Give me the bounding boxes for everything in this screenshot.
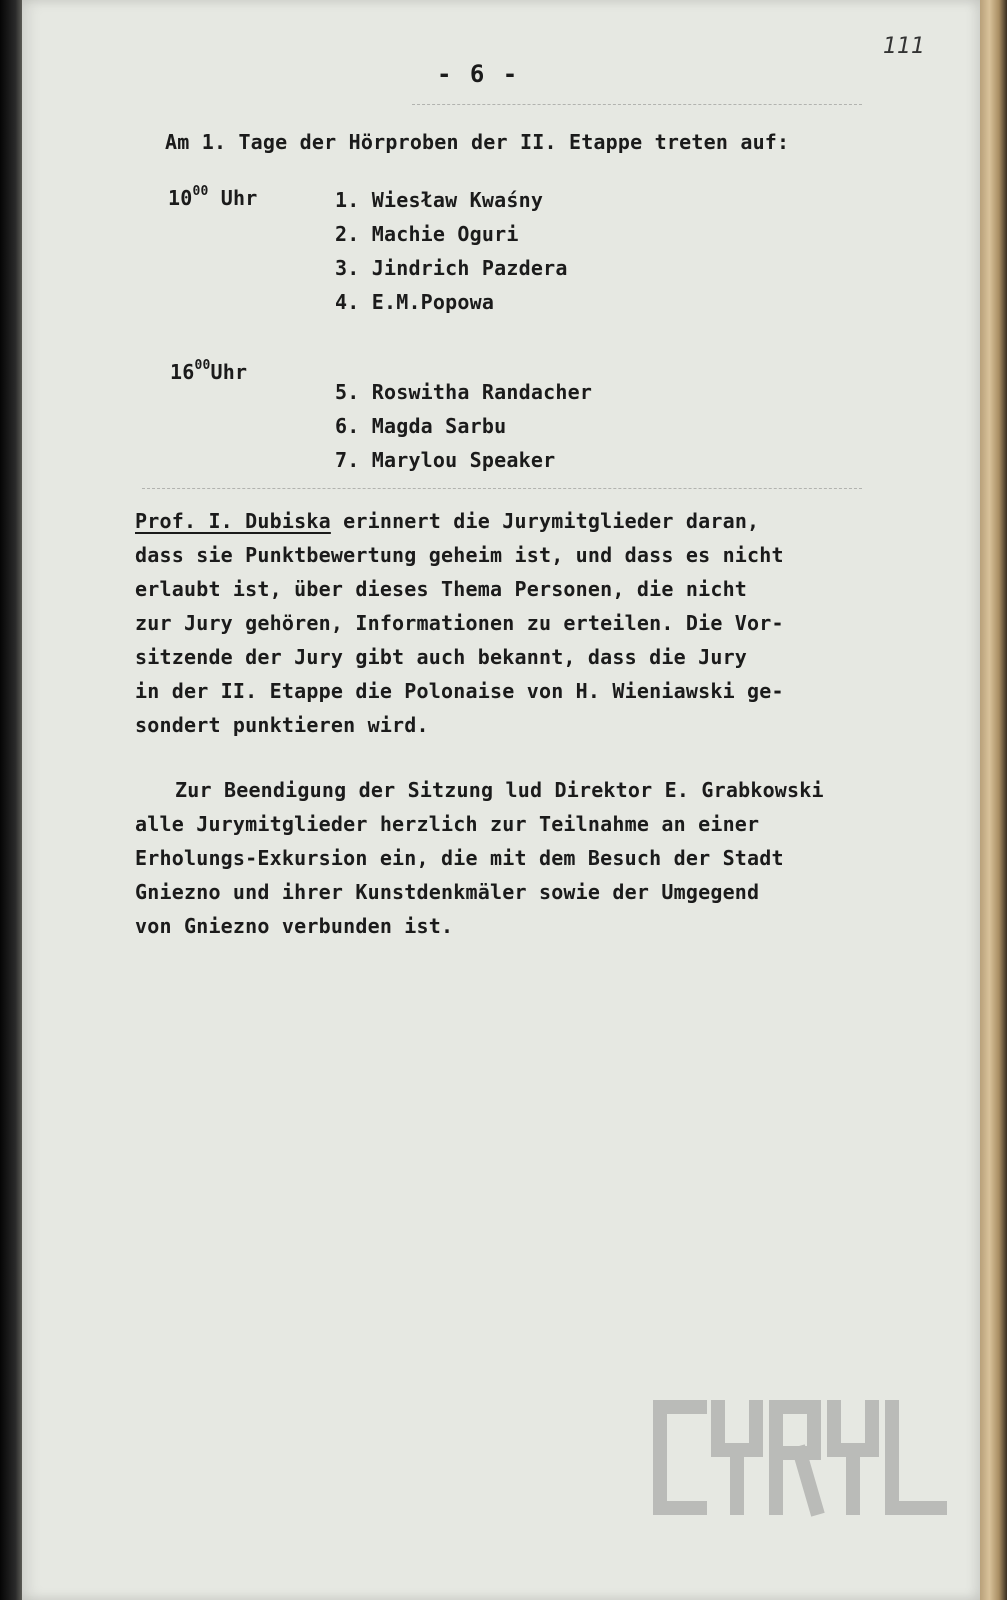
cyryl-watermark-logo [650, 1395, 950, 1520]
performer-item: 2. Machie Oguri [335, 222, 519, 246]
page-number: - 6 - [437, 60, 520, 88]
dashed-rule [142, 488, 862, 489]
time-minutes: 00 [194, 358, 211, 374]
paragraph-line: Erholungs-Exkursion ein, die mit dem Besuch der Stadt [135, 846, 784, 870]
performer-item: 7. Marylou Speaker [335, 448, 556, 472]
intro-line: Am 1. Tage der Hörproben der II. Etappe treten auf: [165, 130, 790, 154]
paragraph-line: Zur Beendigung der Sitzung lud Direktor E. Grabkowski [175, 778, 824, 802]
paragraph-line: alle Jurymitglieder herzlich zur Teilnahme an einer [135, 812, 760, 836]
performer-item: 6. Magda Sarbu [335, 414, 507, 438]
speaker-name: Prof. I. Dubiska [135, 509, 331, 533]
paragraph-line: erlaubt ist, über dieses Thema Personen, die nicht [135, 577, 748, 601]
paragraph-text: erinnert die Jurymitglieder daran, [330, 509, 760, 533]
time-unit: Uhr [210, 360, 248, 384]
session-time [170, 360, 247, 384]
performer-item: 1. Wiesław Kwaśny [335, 188, 544, 212]
paragraph-line: Gniezno und ihrer Kunstdenkmäler sowie der Umgegend [135, 880, 760, 904]
page-stack-edge [980, 0, 1007, 1600]
paragraph-line: sitzende der Jury gibt auch bekannt, dass die Jury [135, 645, 748, 669]
paragraph-line [135, 509, 759, 533]
paragraph-line: sondert punktieren wird. [135, 713, 429, 737]
performer-item: 4. E.M.Popowa [335, 290, 495, 314]
dashed-rule [412, 104, 862, 105]
paragraph-line: zur Jury gehören, Informationen zu erteilen. Die Vor- [135, 611, 784, 635]
session-time [168, 186, 258, 210]
time-hour: 10 [168, 186, 193, 210]
time-hour: 16 [170, 360, 195, 384]
paragraph-line: in der II. Etappe die Polonaise von H. Wieniawski ge- [135, 679, 784, 703]
performer-item: 3. Jindrich Pazdera [335, 256, 568, 280]
time-unit: Uhr [208, 186, 258, 210]
performer-item: 5. Roswitha Randacher [335, 380, 593, 404]
folio-number: 111 [883, 34, 925, 59]
binding-shadow [0, 0, 22, 1600]
paragraph-line: dass sie Punktbewertung geheim ist, und dass es nicht [135, 543, 784, 567]
paragraph-line: von Gniezno verbunden ist. [135, 914, 454, 938]
time-minutes: 00 [192, 184, 209, 200]
